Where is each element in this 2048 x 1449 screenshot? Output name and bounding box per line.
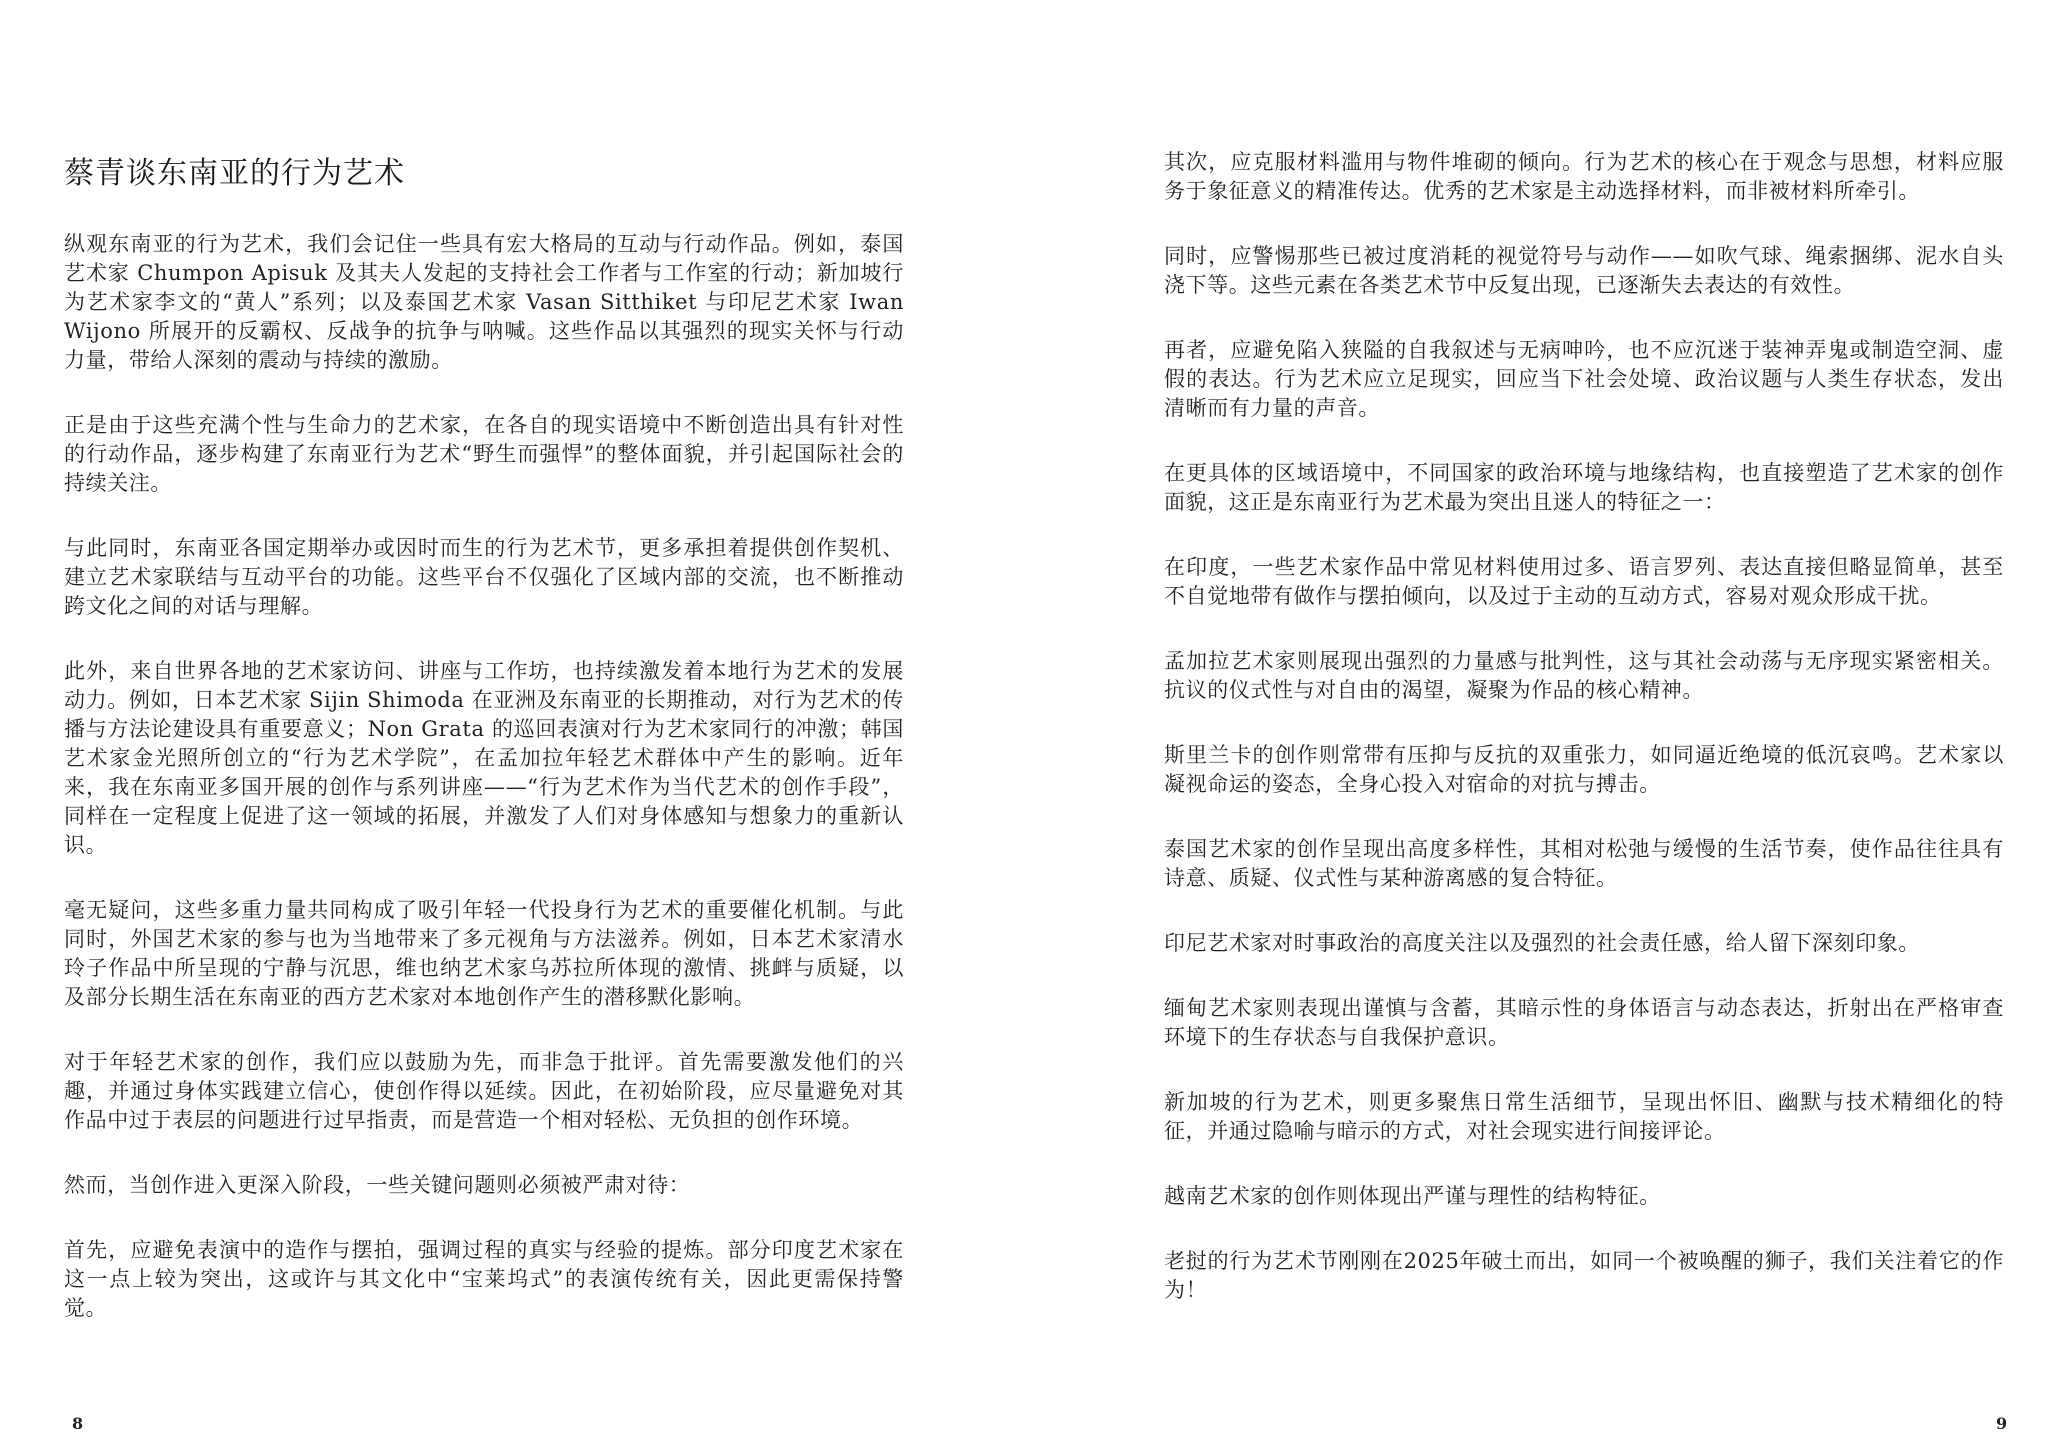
paragraph: 老挝的行为艺术节刚刚在2025年破土而出，如同一个被唤醒的狮子，我们关注着它的作为！ [1164,1249,2004,1302]
paragraph: 毫无疑问，这些多重力量共同构成了吸引年轻一代投身行为艺术的重要催化机制。与此同时，外国艺术家的参与也为当地带来了多元视角与方法滋养。例如，日本艺术家清水玲子作品中所呈现的宁静与沉思，维也纳艺术家乌苏拉所体现的激情、挑衅与质疑，以及部分长期生活在东南亚的西方艺术家对本地创作产生的潜移默化影响。 [64,898,904,1009]
article-title: 蔡青谈东南亚的行为艺术 [64,156,405,191]
paragraph: 纵观东南亚的行为艺术，我们会记住一些具有宏大格局的互动与行动作品。例如，泰国艺术家 Chumpon Apisuk 及其夫人发起的支持社会工作者与工作室的行动；新加坡行为艺术家李文的“黄人”系列；以及泰国艺术家 Vasan Sitthiket 与印尼艺术家 Iwan Wijono 所展开的反霸权、反战争的抗争与呐喊。这些作品以其强烈的现实关怀与行动力量，带给人深刻的震动与持续的激励。 [64,232,904,372]
paragraph: 越南艺术家的创作则体现出严谨与理性的结构特征。 [1164,1184,1661,1208]
paragraph: 正是由于这些充满个性与生命力的艺术家，在各自的现实语境中不断创造出具有针对性的行动作品，逐步构建了东南亚行为艺术“野生而强悍”的整体面貌，并引起国际社会的持续关注。 [64,413,904,495]
page-number-right: 9 [1996,1414,2008,1433]
paragraph: 新加坡的行为艺术，则更多聚焦日常生活细节，呈现出怀旧、幽默与技术精细化的特征，并通过隐喻与暗示的方式，对社会现实进行间接评论。 [1164,1090,2004,1143]
paragraph: 泰国艺术家的创作呈现出高度多样性，其相对松弛与缓慢的生活节奏，使作品往往具有诗意、质疑、仪式性与某种游离感的复合特征。 [1164,837,2004,890]
right-page [1024,0,2048,1449]
paragraph: 再者，应避免陷入狭隘的自我叙述与无病呻吟，也不应沉迷于装神弄鬼或制造空洞、虚假的表达。行为艺术应立足现实，回应当下社会处境、政治议题与人类生存状态，发出清晰而有力量的声音。 [1164,338,2004,420]
paragraph: 在印度，一些艺术家作品中常见材料使用过多、语言罗列、表达直接但略显简单，甚至不自觉地带有做作与摆拍倾向，以及过于主动的互动方式，容易对观众形成干扰。 [1164,555,2004,608]
right-text-column [1164,148,2004,1341]
paragraph: 缅甸艺术家则表现出谨慎与含蓄，其暗示性的身体语言与动态表达，折射出在严格审查环境下的生存状态与自我保护意识。 [1164,996,2004,1049]
paragraph: 此外，来自世界各地的艺术家访问、讲座与工作坊，也持续激发着本地行为艺术的发展动力。例如，日本艺术家 Sijin Shimoda 在亚洲及东南亚的长期推动，对行为艺术的传播与方法论建设具有重要意义；Non Grata 的巡回表演对行为艺术家同行的冲激；韩国艺术家金光照所创立的“行为艺术学院”，在孟加拉年轻艺术群体中产生的影响。近年来，我在东南亚多国开展的创作与系列讲座——“行为艺术作为当代艺术的创作手段”，同样在一定程度上促进了这一领域的拓展，并激发了人们对身体感知与想象力的重新认识。 [64,659,904,857]
paragraph: 印尼艺术家对时事政治的高度关注以及强烈的社会责任感，给人留下深刻印象。 [1164,931,1920,955]
paragraph: 首先，应避免表演中的造作与摆拍，强调过程的真实与经验的提炼。部分印度艺术家在这一点上较为突出，这或许与其文化中“宝莱坞式”的表演传统有关，因此更需保持警觉。 [64,1238,904,1320]
paragraph: 孟加拉艺术家则展现出强烈的力量感与批判性，这与其社会动荡与无序现实紧密相关。抗议的仪式性与对自由的渴望，凝聚为作品的核心精神。 [1164,649,2004,702]
left-text-column [64,230,904,1359]
page-number-left: 8 [72,1414,84,1433]
paragraph: 与此同时，东南亚各国定期举办或因时而生的行为艺术节，更多承担着提供创作契机、建立艺术家联结与互动平台的功能。这些平台不仅强化了区域内部的交流，也不断推动跨文化之间的对话与理解。 [64,536,904,618]
paragraph: 然而，当创作进入更深入阶段，一些关键问题则必须被严肃对待： [64,1173,691,1197]
paragraph: 同时，应警惕那些已被过度消耗的视觉符号与动作——如吹气球、绳索捆绑、泥水自头浇下等。这些元素在各类艺术节中反复出现，已逐渐失去表达的有效性。 [1164,244,2004,297]
paragraph: 对于年轻艺术家的创作，我们应以鼓励为先，而非急于批评。首先需要激发他们的兴趣，并通过身体实践建立信心，使创作得以延续。因此，在初始阶段，应尽量避免对其作品中过于表层的问题进行过早指责，而是营造一个相对轻松、无负担的创作环境。 [64,1050,904,1132]
paragraph: 斯里兰卡的创作则常带有压抑与反抗的双重张力，如同逼近绝境的低沉哀鸣。艺术家以凝视命运的姿态，全身心投入对宿命的对抗与搏击。 [1164,743,2004,796]
paragraph: 在更具体的区域语境中，不同国家的政治环境与地缘结构，也直接塑造了艺术家的创作面貌，这正是东南亚行为艺术最为突出且迷人的特征之一： [1164,461,2004,514]
paragraph: 其次，应克服材料滥用与物件堆砌的倾向。行为艺术的核心在于观念与思想，材料应服务于象征意义的精准传达。优秀的艺术家是主动选择材料，而非被材料所牵引。 [1164,150,2004,203]
